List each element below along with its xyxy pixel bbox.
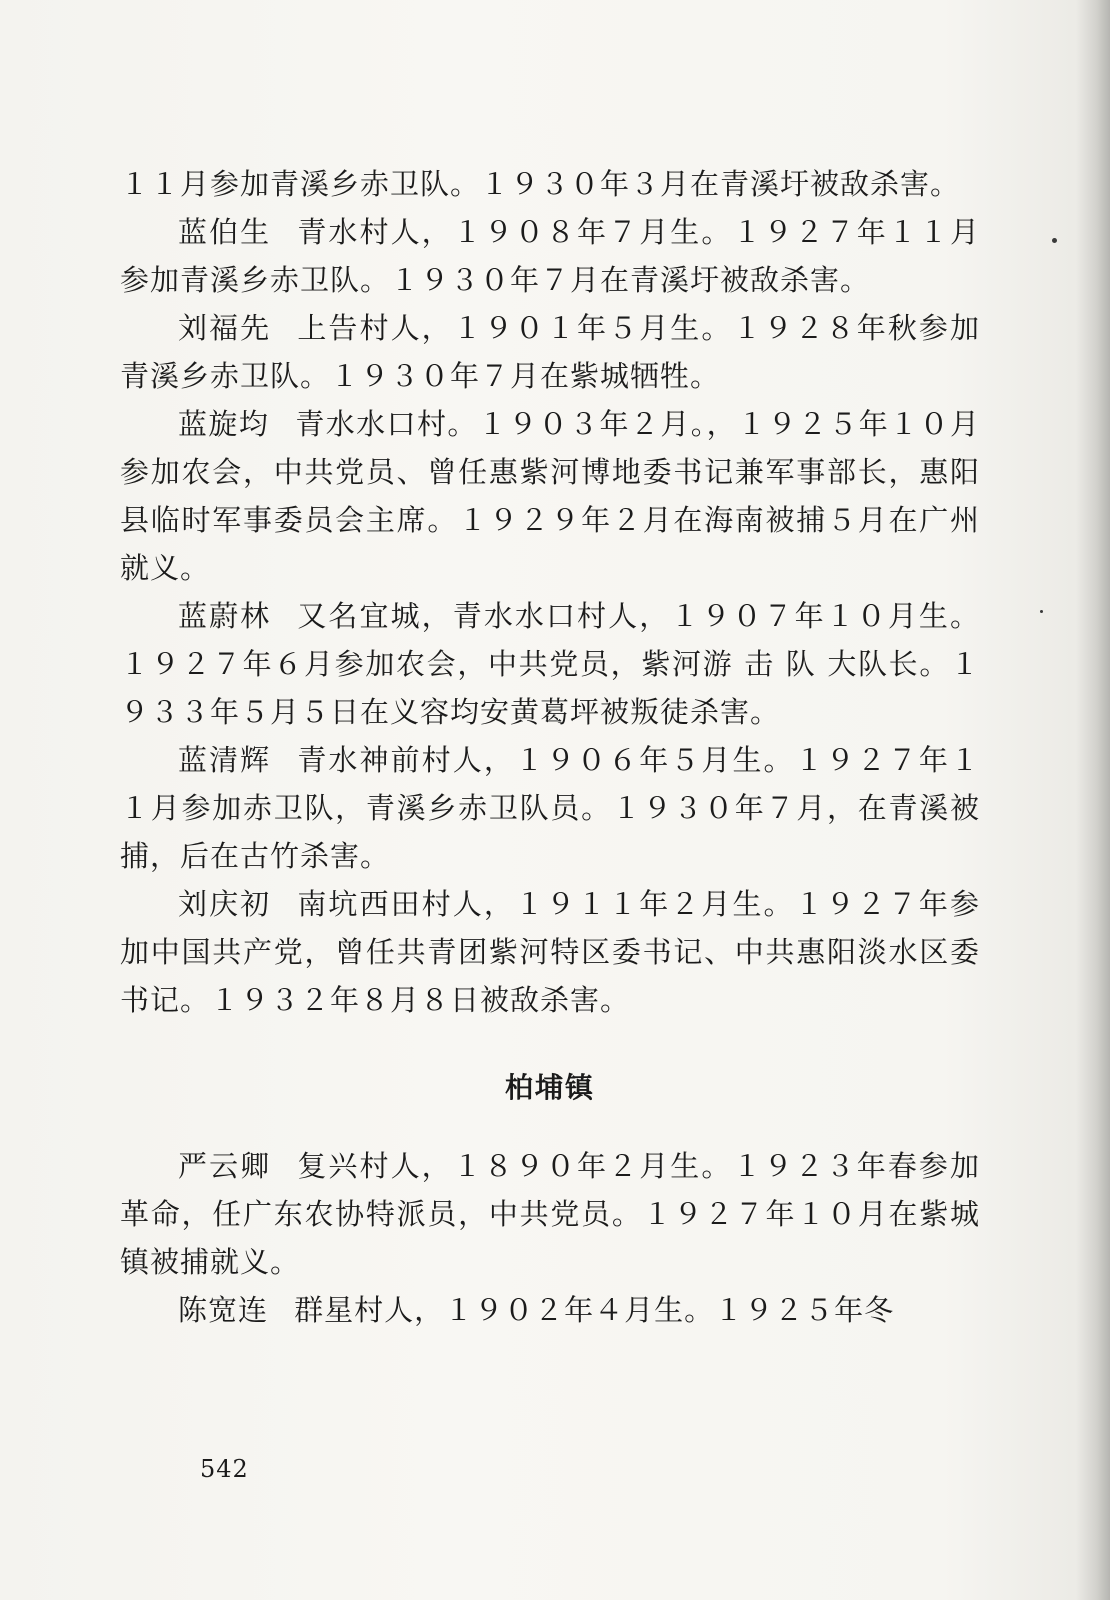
entry-lan-weilin	[120, 592, 980, 736]
entry-text: 又名宜城，青水水口村人，１９０７年１０月生。１９２７年６月参加农会，中共党员，紫河游 击 队 大队长。１９３３年５月５日在义容均安黄葛坪被叛徒杀害。	[120, 599, 980, 729]
entry-text: 青水神前村人，１９０６年５月生。１９２７年１１月参加赤卫队，青溪乡赤卫队员。１９３０年７月，在青溪被捕，后在古竹杀害。	[120, 743, 980, 873]
scan-speck	[1040, 610, 1043, 613]
entry-liu-fuxian	[120, 304, 980, 400]
scan-speck	[1052, 238, 1057, 243]
entry-text: 上告村人，１９０１年５月生。１９２８年秋参加青溪乡赤卫队。１９３０年７月在紫城牺牲。	[120, 311, 980, 393]
entry-chen-kuanlian	[120, 1286, 980, 1334]
page-edge-shadow	[1076, 0, 1110, 1600]
entry-name: 严云卿	[178, 1149, 272, 1183]
entry-text: １１月参加青溪乡赤卫队。１９３０年３月在青溪圩被敌杀害。	[120, 167, 961, 201]
page-number: 542	[200, 1455, 249, 1483]
entry-name: 蓝伯生	[178, 215, 272, 249]
entry-name: 刘庆初	[178, 887, 272, 921]
entry-text: 群星村人，１９０２年４月生。１９２５年冬	[294, 1293, 895, 1327]
body-text	[120, 160, 980, 1334]
entry-text: 青水村人，１９０８年７月生。１９２７年１１月参加青溪乡赤卫队。１９３０年７月在青溪圩被敌杀害。	[120, 215, 980, 297]
entry-text: 青水水口村。１９０３年２月。，１９２５年１０月参加农会，中共党员、曾任惠紫河博地委书记兼军事部长，惠阳县临时军事委员会主席。１９２９年２月在海南被捕５月在广州就义。	[120, 407, 980, 585]
entry-name: 蓝旋均	[178, 407, 270, 441]
entry-name: 蓝蔚林	[178, 599, 272, 633]
entry-text: 复兴村人，１８９０年２月生。１９２３年春参加革命，任广东农协特派员，中共党员。１９２７年１０月在紫城镇被捕就义。	[120, 1149, 980, 1279]
entry-name: 刘福先	[178, 311, 272, 345]
section-heading: 柏埔镇	[504, 1071, 595, 1104]
entry-name: 蓝清辉	[178, 743, 272, 777]
entry-yan-yunqing	[120, 1142, 980, 1286]
entry-liu-qingchu	[120, 880, 980, 1024]
entry-lan-xuanjun	[120, 400, 980, 592]
entry-lan-bosheng	[120, 208, 980, 304]
entry-text: 南坑西田村人，１９１１年２月生。１９２７年参加中国共产党，曾任共青团紫河特区委书记、中共惠阳淡水区委书记。１９３２年８月８日被敌杀害。	[120, 887, 980, 1017]
entry-name: 陈宽连	[178, 1293, 269, 1327]
entry-continued	[120, 160, 980, 208]
entry-lan-qinghui	[120, 736, 980, 880]
